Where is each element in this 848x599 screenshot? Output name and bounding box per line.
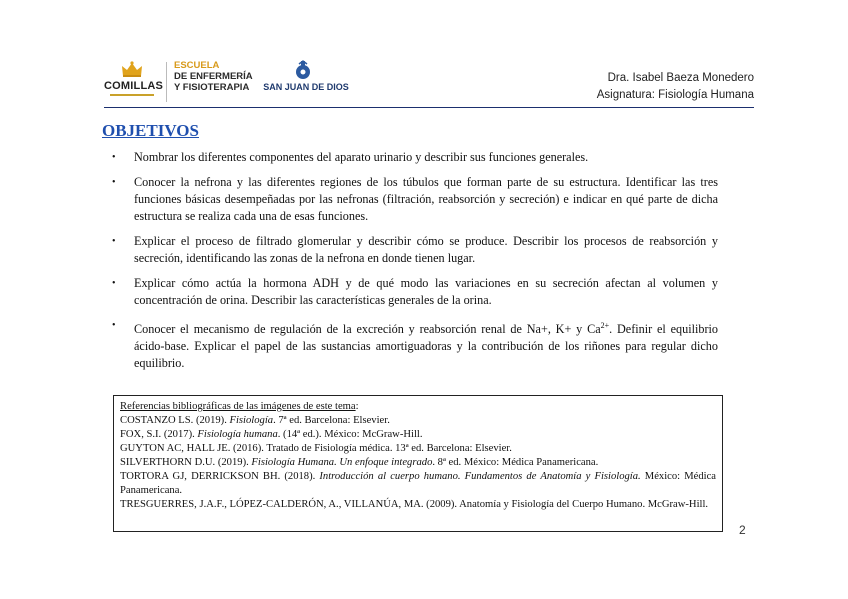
objective-item bbox=[112, 317, 718, 372]
objective-text: Conocer la nefrona y las diferentes regiones de los túbulos que forman parte de su estructura. Identificar las tres funciones básicas desempeñadas por las nefronas (filtración, reabsorción y secreción) e indicar en qué parte de dicha estructura se realiza cada una de esas funciones. bbox=[134, 175, 718, 223]
reference-item bbox=[120, 442, 716, 456]
reference-item bbox=[120, 456, 716, 470]
escuela-logo-line2: DE ENFERMERÍA bbox=[174, 71, 253, 82]
references-title: Referencias bibliográficas de las imágenes de este tema bbox=[120, 401, 356, 412]
author-name: Dra. Isabel Baeza Monedero bbox=[607, 72, 754, 84]
bullet-icon: • bbox=[112, 177, 116, 188]
escuela-logo-line1: ESCUELA bbox=[174, 60, 220, 71]
reference-italic: Fisiología bbox=[229, 415, 274, 426]
reference-italic: Fisiología Humana. Un enfoque integrado bbox=[251, 457, 433, 468]
bullet-icon: • bbox=[112, 320, 116, 331]
reference-text: TORTORA GJ, DERRICKSON BH. (2018). bbox=[120, 471, 320, 482]
pomegranate-emblem-icon bbox=[292, 60, 314, 80]
bullet-icon: • bbox=[112, 278, 116, 289]
reference-text: SILVERTHORN D.U. (2019). bbox=[120, 457, 252, 468]
comillas-logo bbox=[104, 60, 164, 106]
reference-item bbox=[120, 470, 716, 498]
reference-text: COSTANZO LS. (2019). bbox=[120, 415, 230, 426]
page-header bbox=[0, 0, 848, 112]
reference-text: GUYTON AC, HALL JE. (2016). Tratado de Fisiología médica. 13ª ed. Barcelona: Elsevier. bbox=[120, 443, 512, 454]
objective-text: Explicar cómo actúa la hormona ADH y de qué modo las variaciones en su secreción afectan al volumen y concentración de orina. Describir las características generales de la orina. bbox=[134, 276, 718, 307]
reference-item bbox=[120, 428, 716, 442]
reference-text-post: . (14ª ed.). México: McGraw-Hill. bbox=[277, 429, 423, 440]
objective-text-post: . Definir el equilibrio ácido-base. Explicar el papel de las sustancias amortiguadoras y la contribución de los riñones para regular dicho equilibrio. bbox=[134, 322, 718, 371]
sjd-logo bbox=[260, 60, 352, 102]
reference-text-post: . 7ª ed. Barcelona: Elsevier. bbox=[273, 415, 390, 426]
reference-italic: Introducción al cuerpo humano. Fundamentos de Anatomía y Fisiología. bbox=[319, 471, 641, 482]
objective-text: Explicar el proceso de filtrado glomerular y describir cómo se produce. Describir los procesos de reabsorción y secreción, identificando las zonas de la nefrona en donde tienen lugar. bbox=[134, 234, 718, 265]
page-title: OBJETIVOS bbox=[102, 121, 199, 140]
escuela-logo bbox=[174, 60, 270, 93]
objective-item bbox=[112, 275, 718, 309]
reference-item bbox=[120, 498, 716, 512]
objective-item bbox=[112, 149, 718, 166]
objective-text-pre: Conocer el mecanismo de regulación de la excreción y reabsorción renal de Na+, K+ y Ca bbox=[134, 322, 601, 337]
subject-name: Asignatura: Fisiología Humana bbox=[596, 89, 754, 101]
author-block bbox=[597, 70, 754, 104]
reference-item bbox=[120, 414, 716, 428]
reference-text: FOX, S.I. (2017). bbox=[120, 429, 198, 440]
objective-item bbox=[112, 233, 718, 267]
escuela-logo-line3: Y FISIOTERAPIA bbox=[174, 82, 250, 93]
bullet-icon: • bbox=[112, 236, 116, 247]
reference-text-post: México: Médica Panamericana. bbox=[120, 471, 716, 496]
comillas-logo-underline bbox=[110, 94, 154, 96]
sjd-logo-text: SAN JUAN DE DIOS bbox=[263, 82, 349, 92]
reference-italic: Fisiología humana bbox=[197, 429, 278, 440]
page-number: 2 bbox=[739, 523, 746, 537]
comillas-logo-text: COMILLAS bbox=[104, 80, 164, 92]
reference-text: TRESGUERRES, J.A.F., LÓPEZ-CALDERÓN, A., VILLANÚA, MA. (2009). Anatomía y Fisiología del Cuerpo Humano. McGraw-Hill. bbox=[120, 499, 709, 510]
objective-text: Nombrar los diferentes componentes del aparato urinario y describir sus funciones generales. bbox=[134, 150, 589, 164]
references-box: Referencias bibliográficas de las imágenes de este tema: COSTANZO LS. (2019). Fisiología. 7ª ed. Barcelona: Elsevier. FOX, S.I. (2017). Fisiología humana. (14ª ed.). México: McGraw-Hill. GUYTON AC, HALL JE. (2016). Tratado de Fisiología médica. 13ª ed. Barcelona: Elsevier. SILVERTHORN D.U. (2019). Fisiología Humana. Un enfoque integrado. 8ª ed. México: Médica Panamericana. TORTORA GJ, DERRICKSON BH. (2018). Introducción al cuerpo humano. Fundamentos de Anatomía y Fisiología. México: Médica Panamericana. TRESGUERRES, J.A.F., LÓPEZ-CALDERÓN, A., VILLANÚA, MA. (2009). Anatomía y Fisiología del Cuerpo Humano. McGraw-Hill. bbox=[113, 395, 723, 532]
reference-text-post: . 8ª ed. México: Médica Panamericana. bbox=[432, 457, 599, 468]
objective-item bbox=[112, 174, 718, 225]
bullet-icon: • bbox=[112, 152, 116, 163]
objective-text-superscript: 2+ bbox=[600, 321, 610, 330]
logo-divider bbox=[166, 62, 167, 102]
objectives-list bbox=[112, 149, 718, 380]
crown-icon bbox=[120, 60, 144, 78]
header-rule bbox=[104, 107, 754, 108]
